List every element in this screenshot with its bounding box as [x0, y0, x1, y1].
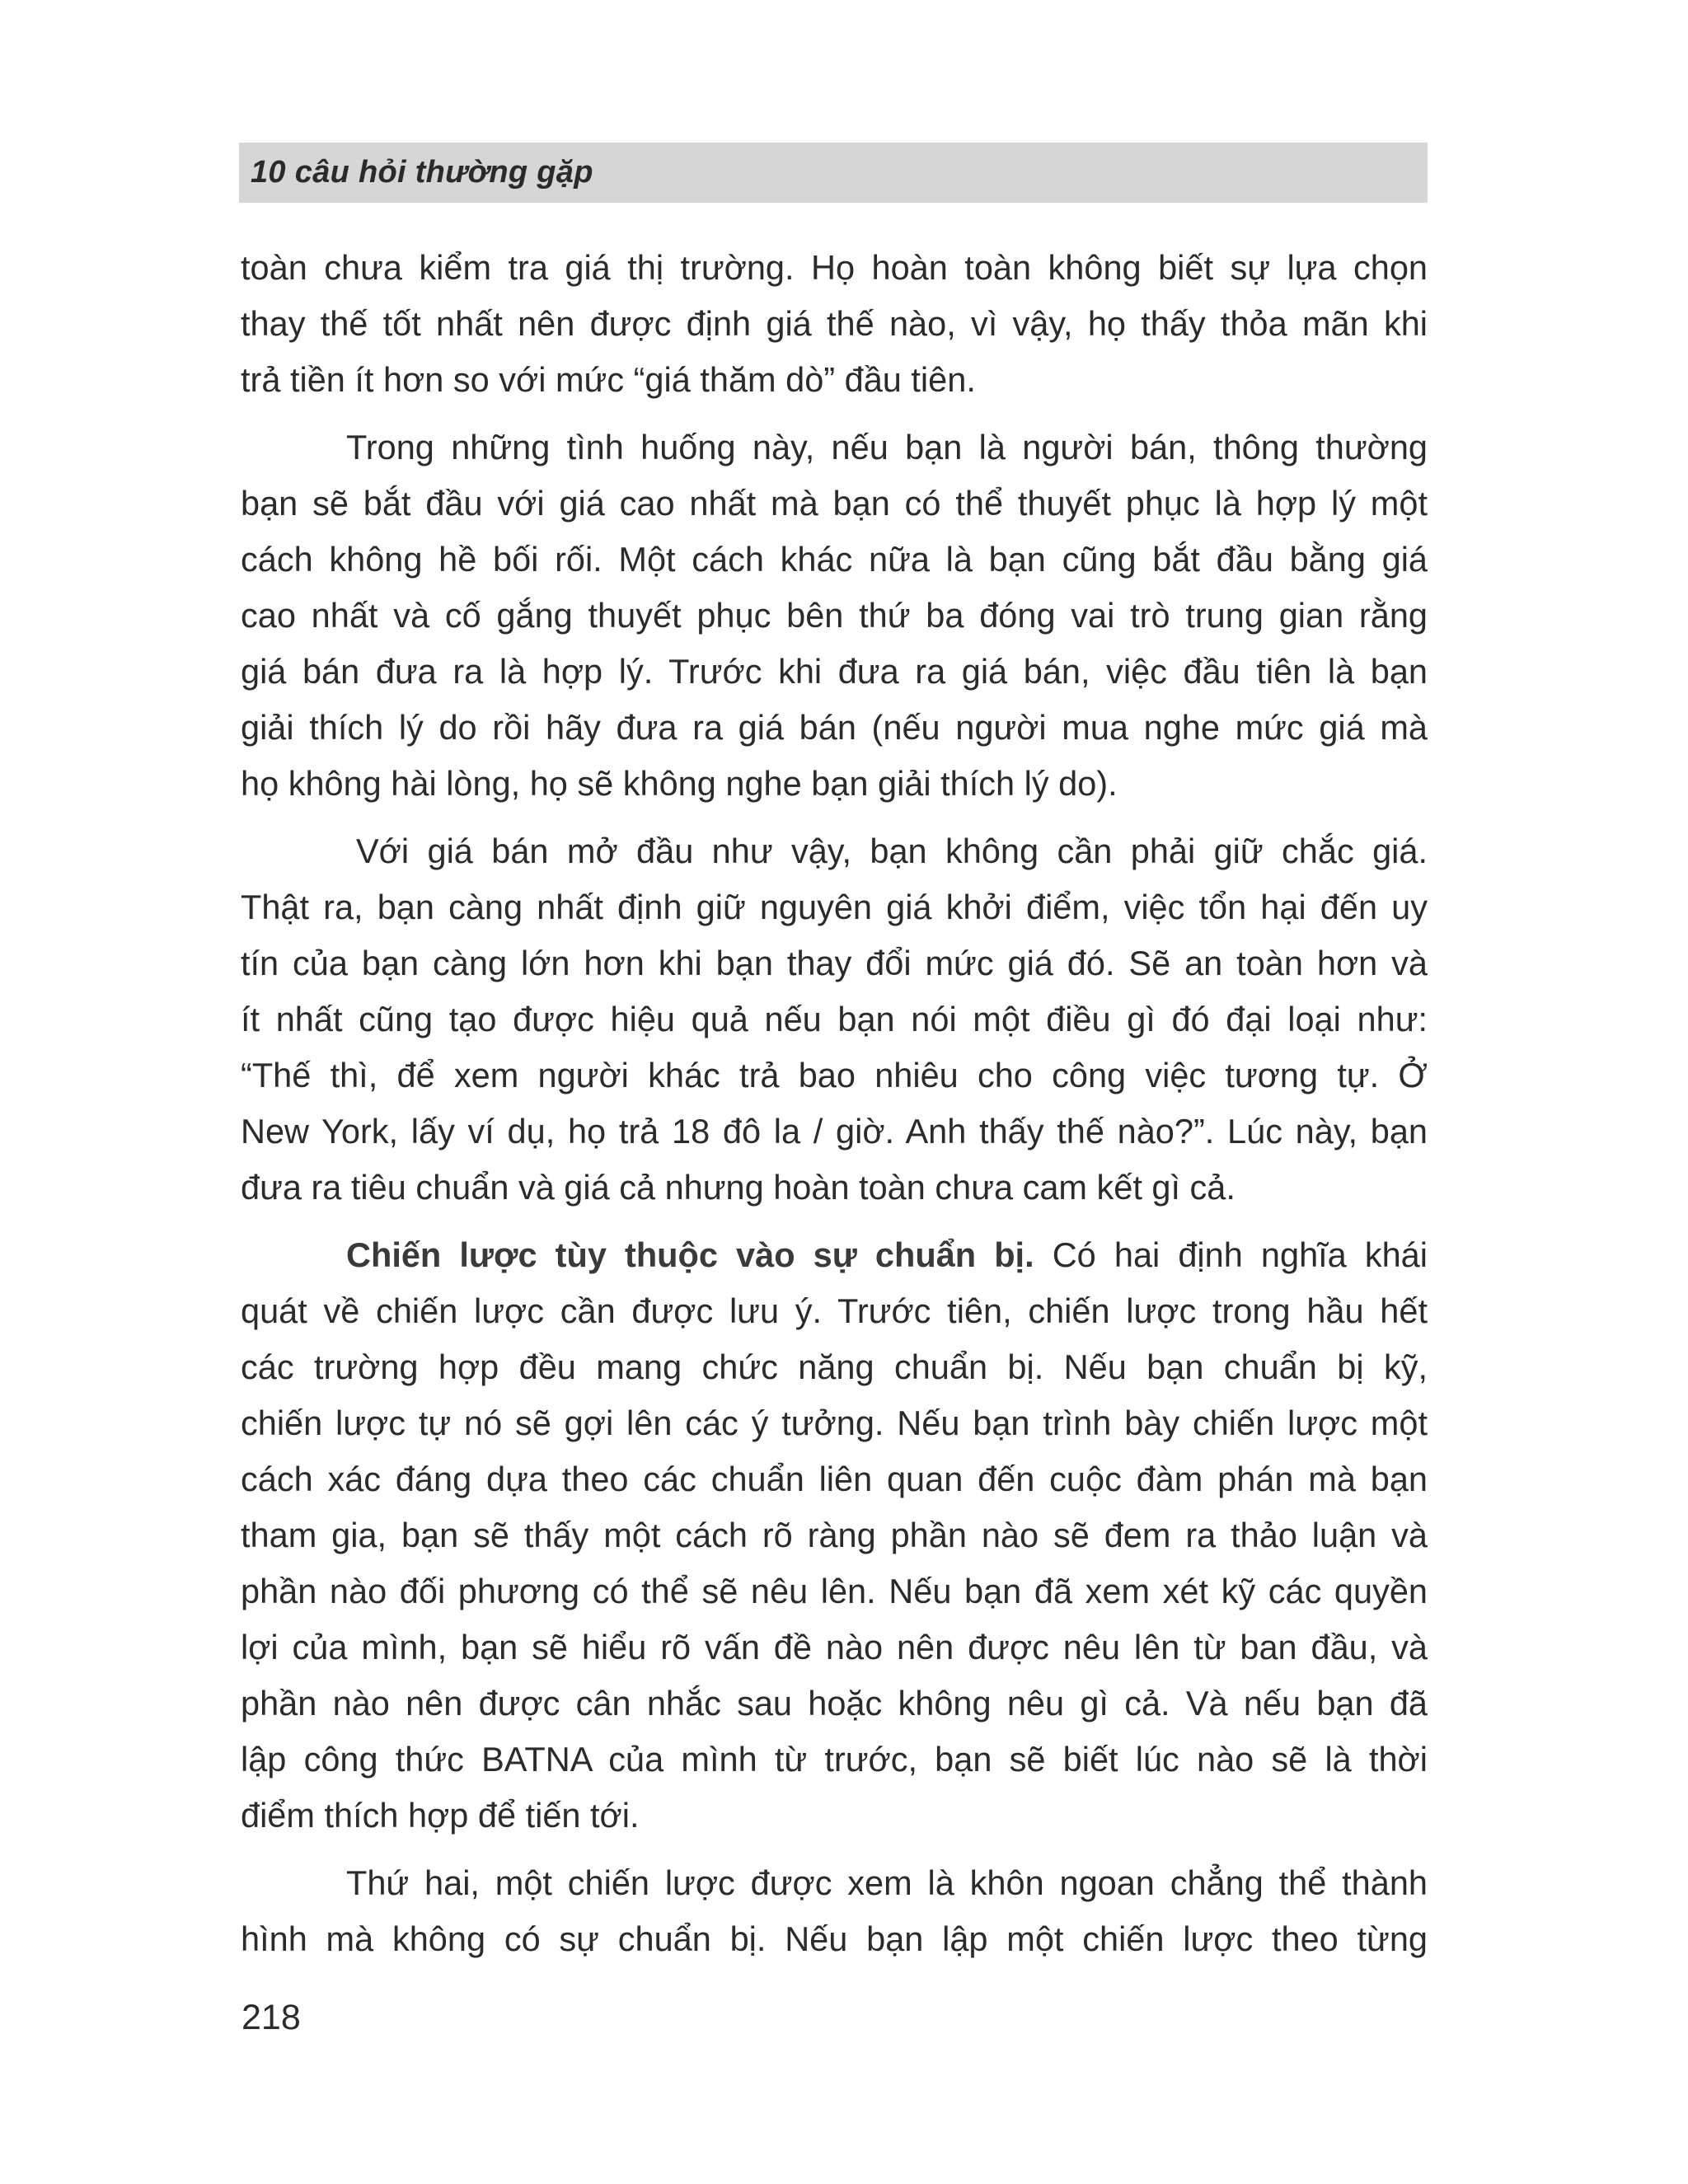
- text-line: điểm thích hợp để tiến tới.: [241, 1796, 640, 1835]
- text-line: New York, lấy ví dụ, họ trả 18 đô la / giờ. Anh thấy thế nào?”. Lúc này, bạn: [241, 1112, 1428, 1151]
- running-header-title: 10 câu hỏi thường gặp: [251, 155, 593, 190]
- text-line: ít nhất cũng tạo được hiệu quả nếu bạn nói một điều gì đó đại loại như:: [241, 1000, 1428, 1038]
- text-line: chiến lược tự nó sẽ gợi lên các ý tưởng. Nếu bạn trình bày chiến lược một: [241, 1404, 1428, 1442]
- text-line: tham gia, bạn sẽ thấy một cách rõ ràng phần nào sẽ đem ra thảo luận và: [241, 1516, 1428, 1554]
- text-line: đưa ra tiêu chuẩn và giá cả nhưng hoàn toàn chưa cam kết gì cả.: [241, 1168, 1236, 1207]
- paragraph: [241, 1227, 1428, 1844]
- text-line: “Thế thì, để xem người khác trả bao nhiêu cho công việc tương tự. Ở: [241, 1056, 1428, 1094]
- text-line: [241, 1227, 1428, 1283]
- text-line: phần nào nên được cân nhắc sau hoặc không nêu gì cả. Và nếu bạn đã: [241, 1684, 1428, 1722]
- paragraph: [241, 1855, 1428, 1967]
- text-line: Với giá bán mở đầu như vậy, bạn không cần phải giữ chắc giá.: [356, 832, 1428, 870]
- text-line: Trong những tình huống này, nếu bạn là người bán, thông thường: [346, 428, 1428, 466]
- text-run: Có hai định nghĩa khái: [1034, 1235, 1428, 1274]
- text-line: Thật ra, bạn càng nhất định giữ nguyên giá khởi điểm, việc tổn hại đến uy: [241, 888, 1428, 926]
- text-line: thay thế tốt nhất nên được định giá thế nào, vì vậy, họ thấy thỏa mãn khi: [241, 304, 1428, 343]
- page-number: 218: [241, 1998, 301, 2037]
- text-line: giải thích lý do rồi hãy đưa ra giá bán (nếu người mua nghe mức giá mà: [241, 708, 1428, 747]
- text-line: trả tiền ít hơn so với mức “giá thăm dò” đầu tiên.: [241, 360, 976, 399]
- bold-lead-in: Chiến lược tùy thuộc vào sự chuẩn bị.: [346, 1235, 1034, 1274]
- text-line: quát về chiến lược cần được lưu ý. Trước tiên, chiến lược trong hầu hết: [241, 1291, 1428, 1330]
- text-line: cách không hề bối rối. Một cách khác nữa là bạn cũng bắt đầu bằng giá: [241, 540, 1428, 579]
- paragraph: [241, 823, 1428, 1216]
- text-line: giá bán đưa ra là hợp lý. Trước khi đưa ra giá bán, việc đầu tiên là bạn: [241, 652, 1428, 691]
- text-line: lập công thức BATNA của mình từ trước, bạn sẽ biết lúc nào sẽ là thời: [241, 1740, 1428, 1779]
- text-line: cao nhất và cố gắng thuyết phục bên thứ ba đóng vai trò trung gian rằng: [241, 596, 1428, 635]
- running-header: [239, 143, 1428, 203]
- text-line: phần nào đối phương có thể sẽ nêu lên. Nếu bạn đã xem xét kỹ các quyền: [241, 1572, 1428, 1610]
- text-line: họ không hài lòng, họ sẽ không nghe bạn giải thích lý do).: [241, 764, 1118, 803]
- text-line: tín của bạn càng lớn hơn khi bạn thay đổi mức giá đó. Sẽ an toàn hơn và: [241, 944, 1428, 982]
- text-line: hình mà không có sự chuẩn bị. Nếu bạn lập một chiến lược theo từng: [241, 1919, 1428, 1958]
- paragraph: [241, 240, 1428, 408]
- text-line: cách xác đáng dựa theo các chuẩn liên quan đến cuộc đàm phán mà bạn: [241, 1460, 1428, 1498]
- text-line: toàn chưa kiểm tra giá thị trường. Họ hoàn toàn không biết sự lựa chọn: [241, 248, 1428, 287]
- paragraph: [241, 419, 1428, 812]
- text-line: bạn sẽ bắt đầu với giá cao nhất mà bạn có thể thuyết phục là hợp lý một: [241, 484, 1428, 523]
- text-line: các trường hợp đều mang chức năng chuẩn bị. Nếu bạn chuẩn bị kỹ,: [241, 1347, 1428, 1386]
- body-text: [241, 240, 1428, 1967]
- text-line: lợi của mình, bạn sẽ hiểu rõ vấn đề nào nên được nêu lên từ ban đầu, và: [241, 1628, 1428, 1666]
- text-line: Thứ hai, một chiến lược được xem là khôn ngoan chẳng thể thành: [346, 1863, 1428, 1902]
